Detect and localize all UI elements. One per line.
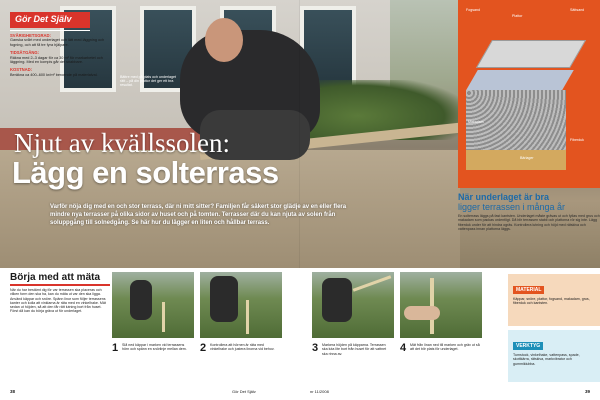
section-title: Börja med att mäta xyxy=(10,272,110,286)
string-line xyxy=(353,275,392,291)
worker-figure xyxy=(322,278,352,322)
sand-layer xyxy=(466,70,574,90)
cost-heading: KOSTNAD: xyxy=(10,67,33,73)
layer-diagram xyxy=(458,0,600,188)
page-number-left: 38 xyxy=(10,389,16,394)
step-number-3: 3 xyxy=(312,342,319,354)
badge-underline xyxy=(10,30,90,31)
step-text-4: Mät från linan ned till marken och gräv ut så att det blir plats för underlaget. xyxy=(410,343,480,352)
magazine-name: Gör Det Själv xyxy=(232,389,256,394)
step-photo-4 xyxy=(400,272,482,338)
step-text-2: Kontrollera att hörnen är räta med vinkelhake och justera linorna vid behov. xyxy=(210,343,275,352)
step-number-2: 2 xyxy=(200,342,207,354)
intro-text: Varför nöja dig med en och stor terrass, där ni mitt sitter? Familjen får säkert stor glädje av en eller flera mindre nya terrasser på olika sidor av huset och på tomten. Terrasser där du kan njuta av solen från soluppgång till solnedgång. Se här hur du lägger en liten och hållbar terrass. xyxy=(50,204,347,226)
paving-slabs xyxy=(476,40,586,68)
time-text: Räkna med 2–3 dagar för ca 30 m² för markarbetet och läggning. Med en kompis går det snabbare. xyxy=(10,55,103,65)
cost-text: Beräkna ca 400–600 kr/m² beroende på materialval. xyxy=(10,72,98,77)
material-box xyxy=(508,274,600,326)
diagram-label: Makadam xyxy=(468,120,484,124)
person-head xyxy=(205,18,243,62)
difficulty-text: Ganska svårt med underlaget och lätt med läggning och fogning, och att få tre fyra hjälpare. xyxy=(10,38,105,47)
step-photo-2 xyxy=(200,272,282,338)
difficulty-heading: SVÅRIGHETSGRAD: xyxy=(10,33,51,38)
info-notes xyxy=(10,34,108,77)
worker-figure xyxy=(130,280,152,320)
section-body-text: När du har bestämt dig för var terrassen ska placeras och vilken form den ska ha, kan du mäta ut var den ska ligga. Använd käppar och snöre. Spänn linor som följer terrassens kanter och kolla att vinklarna är räta med en vinkelhake. Mät sedan ut höjden, så att den får rätt lutning bort från huset. Först då kan du börja gräva ut för underlaget. xyxy=(10,288,106,314)
diagram-label: Bärlager xyxy=(520,156,534,160)
diagram-label: Sättsand xyxy=(570,8,585,12)
diagram-label: Fogsand xyxy=(466,8,480,12)
side-heading: När underlaget är bra xyxy=(458,192,550,202)
stake xyxy=(162,302,165,332)
base-layer xyxy=(466,150,566,170)
step-photo-1 xyxy=(112,272,194,338)
headline-top: Njut av kvällssolen: xyxy=(14,128,230,158)
material-text: Käppar, snöre, plattor, fogsand, makadam, grus, fiberduk och kantsten. xyxy=(513,297,590,306)
diagram-label: Plattor xyxy=(512,14,523,18)
tools-heading: VERKTYG xyxy=(513,342,543,350)
side-body-text: En solterrass läggs på fast kantsten. Underlaget måste grävas ut och fyllas med grus och makadam som packas ordentligt. Då blir terrassen stabil och plattorna rör sig inte. Lägg fiberduk under för att hindra ogräs. Kontrollera lutning och höjd med rätskiva och vattenpass innan plattorna läggs. xyxy=(458,214,600,231)
hand xyxy=(404,306,440,320)
headline-main: Lägg en solterrass xyxy=(12,155,279,190)
step-number-1: 1 xyxy=(112,342,119,354)
issue-number: nr 11/2008 xyxy=(310,389,329,394)
photo-caption: Bättre med på plats och underlaget rätt – på din plattor det ger ett bra resultat. xyxy=(120,75,176,88)
diagram-label: Fiberduk xyxy=(570,138,584,142)
step-text-1: Slå ned käppar i marken vid terrassens hörn och spänn en snörlinje mellan dem. xyxy=(122,343,187,352)
category-badge: Gör Det Själv xyxy=(10,12,90,28)
step-text-3: Markera höjden på käpparna. Terrassen ska luta lite bort från huset för att vattnet ska rinna av. xyxy=(322,343,387,356)
tools-box xyxy=(508,330,600,382)
material-heading: MATERIAL xyxy=(513,286,544,294)
tools-text: Tumstock, vinkelhake, vattenpass, spade, skottkärra, rätskiva, markvibrator och gummiklubba. xyxy=(513,353,580,366)
stake xyxy=(246,300,249,334)
side-subheading: ligger terrassen i många år xyxy=(458,202,566,212)
worker-figure xyxy=(210,276,238,322)
page-number-right: 39 xyxy=(585,389,591,394)
step-photo-3 xyxy=(312,272,394,338)
step-number-4: 4 xyxy=(400,342,407,354)
time-heading: TIDSÅTGÅNG: xyxy=(10,50,40,56)
